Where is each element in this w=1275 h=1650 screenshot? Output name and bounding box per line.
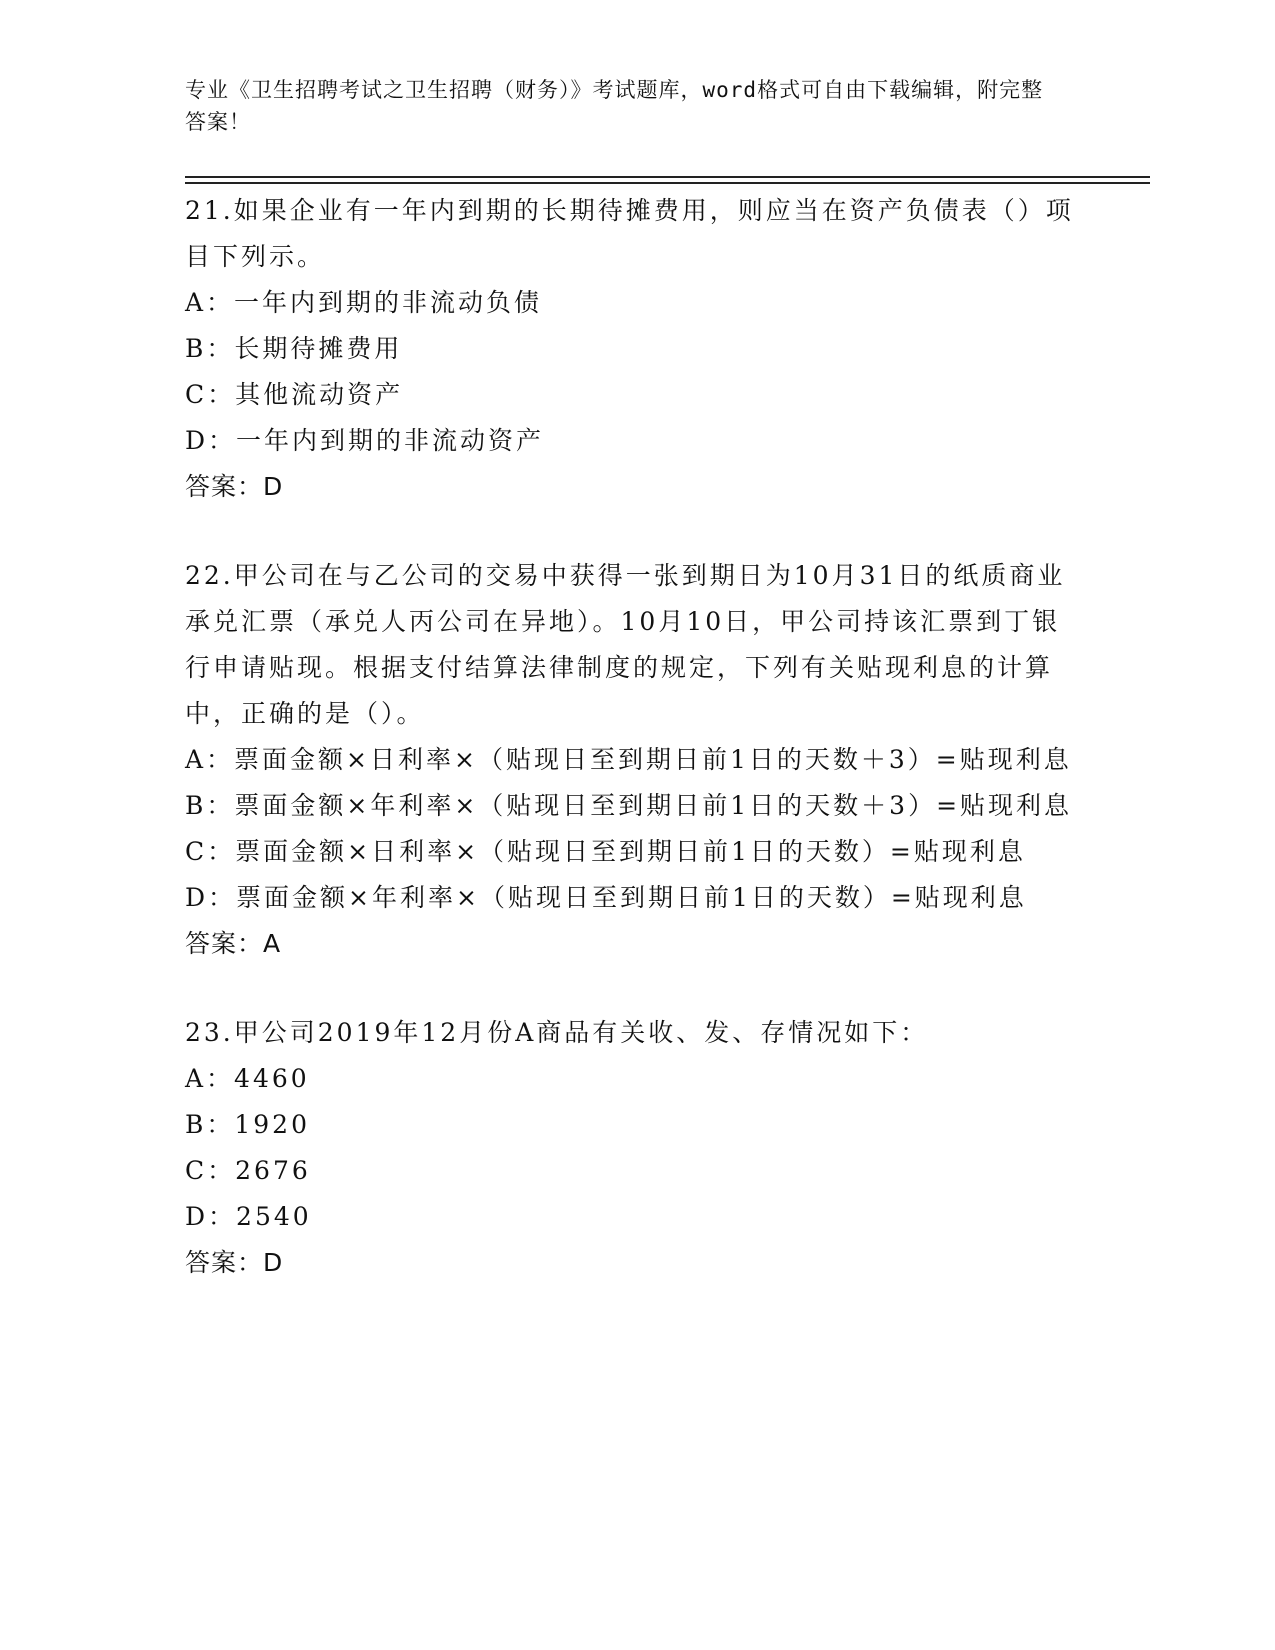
option-d: D：票面金额×年利率×（贴现日至到期日前1日的天数）=贴现利息: [185, 883, 1027, 912]
option-c: C：2676: [185, 1156, 311, 1185]
option-d: D：2540: [185, 1202, 312, 1231]
question-23: [185, 1010, 1085, 1286]
document-header: 专业《卫生招聘考试之卫生招聘（财务）》考试题库，word格式可自由下载编辑，附完整答案！: [185, 78, 1044, 134]
question-spacer: [185, 967, 1085, 1010]
answer-line: 答案：D: [185, 472, 284, 501]
option-a: A：一年内到期的非流动负债: [185, 288, 543, 317]
header-rule-top: [185, 176, 1150, 178]
answer-line: 答案：D: [185, 1248, 284, 1277]
question-list: [185, 188, 1085, 1286]
question-spacer: [185, 510, 1085, 553]
question-stem: 21.如果企业有一年内到期的长期待摊费用，则应当在资产负债表（）项目下列示。: [185, 196, 1074, 271]
option-d: D：一年内到期的非流动资产: [185, 426, 545, 455]
header-rule-bottom: [185, 182, 1150, 184]
answer-line: 答案：A: [185, 929, 282, 958]
question-22: [185, 553, 1085, 967]
option-b: B：票面金额×年利率×（贴现日至到期日前1日的天数＋3）=贴现利息: [185, 791, 1073, 820]
question-stem: 23.甲公司2019年12月份A商品有关收、发、存情况如下：: [185, 1018, 929, 1047]
option-a: A：票面金额×日利率×（贴现日至到期日前1日的天数＋3）=贴现利息: [185, 745, 1072, 774]
option-c: C：票面金额×日利率×（贴现日至到期日前1日的天数）=贴现利息: [185, 837, 1026, 866]
option-a: A：4460: [185, 1064, 310, 1093]
option-b: B：1920: [185, 1110, 310, 1139]
option-b: B：长期待摊费用: [185, 334, 403, 363]
question-21: [185, 188, 1085, 510]
question-stem: 22.甲公司在与乙公司的交易中获得一张到期日为10月31日的纸质商业承兑汇票（承兑人丙公司在异地）。10月10日，甲公司持该汇票到丁银行申请贴现。根据支付结算法律制度的规定，下列有关贴现利息的计算中，正确的是（）。: [185, 561, 1066, 728]
option-c: C：其他流动资产: [185, 380, 404, 409]
